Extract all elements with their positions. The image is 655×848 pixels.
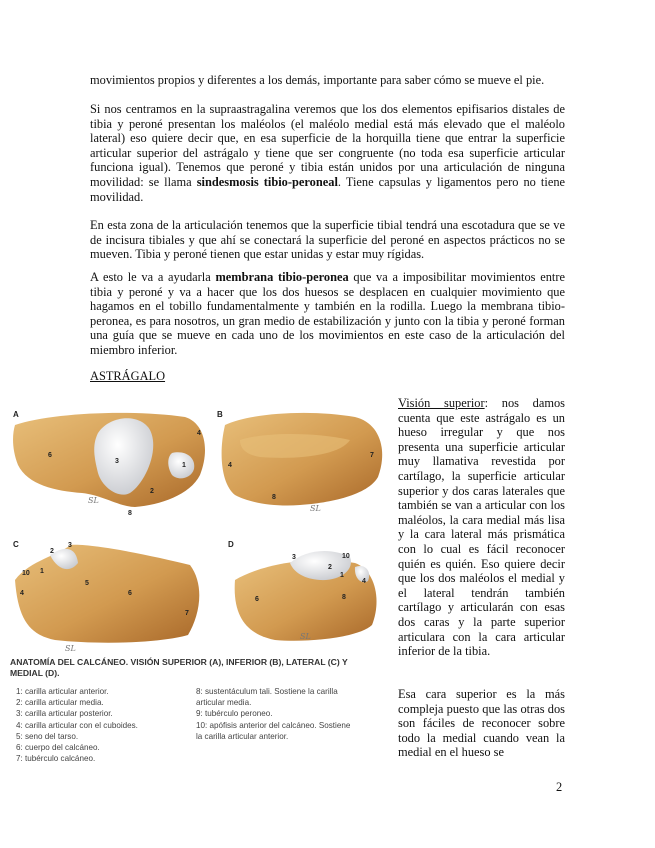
panel-c-num: 7 bbox=[185, 610, 189, 617]
panel-label-a: A bbox=[13, 410, 19, 419]
panel-label-d: D bbox=[228, 540, 234, 549]
figure-legend-right bbox=[196, 686, 381, 742]
side-paragraph-1-text: : nos damos cuenta que este astrágalo es un hueso irregular y que nos presenta una superficie articular muy llamativa revestida por cartílago, la superficie articular superior y dos caras laterales que también se van a articular con los maléolos, la cara medial más lisa y la cara lateral más prismática con lo cual es fácil reconocer quién es quién. Eso quiere decir que los dos maléolos el medial y el lateral tendrán también cartílago y articularán con esas dos caras y la parte superior articulara con la cara articular inferior de la tibia. bbox=[398, 396, 565, 659]
legend-item: 2: carilla articular media. bbox=[16, 698, 104, 708]
panel-d-num: 3 bbox=[292, 554, 296, 561]
side-heading-vision-superior: Visión superior bbox=[398, 396, 485, 410]
legend-item: 3: carilla articular posterior. bbox=[16, 709, 113, 719]
legend-item: 8: sustentáculum tali. Sostiene la carilla bbox=[196, 687, 338, 696]
legend-item: 5: seno del tarso. bbox=[16, 731, 79, 741]
panel-c-num: 2 bbox=[50, 548, 54, 555]
legend-item: 1: carilla articular anterior. bbox=[16, 687, 109, 696]
panel-b bbox=[217, 410, 382, 513]
panel-label-c: C bbox=[13, 540, 19, 549]
panel-d-num: 8 bbox=[342, 594, 346, 601]
panel-c-num: 5 bbox=[85, 580, 89, 587]
paragraph-4-text-a: A esto le va a ayudarla bbox=[90, 270, 216, 284]
panel-c-bone bbox=[15, 545, 199, 643]
paragraph-4 bbox=[90, 270, 565, 358]
legend-item: 7: tubérculo calcáneo. bbox=[16, 754, 96, 764]
panel-c-num: 3 bbox=[68, 542, 72, 549]
paragraph-2 bbox=[90, 102, 565, 204]
term-sindesmosis: sindesmosis tibio-peroneal bbox=[196, 174, 338, 189]
panel-a-signature: SL bbox=[88, 496, 99, 505]
figure-legend-left bbox=[16, 686, 186, 764]
panel-c-num: 10 bbox=[22, 570, 30, 577]
panel-d-num: 6 bbox=[255, 596, 259, 603]
panel-a-num: 8 bbox=[128, 510, 132, 517]
panel-b-num: 8 bbox=[272, 494, 276, 501]
paragraph-4-text-b: que va a imposibilitar movimientos entre tibia y peroné y va a hacer que los dos huesos se desplacen en cualquier movimiento que hagamos en el tobillo fundamentalmente y también en la rodilla. Luego la membrana tibio-peronea, es para nosotros, un gran medio de estabilización y junto con la tibia y peroné forman una guía que se mueve en cada uno de los movimientos en este caso de la articulación del miembro inferior. bbox=[90, 270, 565, 357]
legend-item: 4: carilla articular con el cuboides. bbox=[16, 720, 138, 730]
figure-caption-title: ANATOMÍA DEL CALCÁNEO. VISIÓN SUPERIOR (A), INFERIOR (B), LATERAL (C) Y MEDIAL (D). bbox=[10, 657, 348, 678]
panel-a-num: 2 bbox=[150, 488, 154, 495]
section-heading-astragalo: ASTRÁGALO bbox=[90, 369, 166, 383]
panel-d-num: 2 bbox=[328, 564, 332, 571]
paragraph-3: En esta zona de la articulación tenemos que la superficie tibial tendrá una escotadura que se ve de incisura tibiales y que ahí se conectará la superficie del peroné en aspectos prácticos no se mueven. Tibia y peroné tienen que estar unidas y estar muy rígidas. bbox=[90, 218, 565, 262]
paragraph-2-text-a: Si nos centramos en la supraastragalina veremos que los dos elementos epifisarios distales de tibia y peroné presentan los maléolos (el maléolo medial está más elevado que el maléolo lateral) eso quiere decir que, en esa superficie de la horquilla tiene que entrar la superficie articular superior del astrágalo y tiene que ser congruente (no toda esa superficie articular funciona igual). Tenemos que peroné y tibia están unidos por una articulación de ninguna movilidad: se llama bbox=[90, 102, 565, 189]
panel-c-num: 4 bbox=[20, 590, 24, 597]
panel-d-signature: SL bbox=[300, 632, 311, 641]
panel-b-num: 4 bbox=[228, 462, 232, 469]
panel-b-bone bbox=[222, 413, 383, 506]
panel-a bbox=[13, 410, 205, 517]
panel-b-num: 7 bbox=[370, 452, 374, 459]
legend-item: 9: tubérculo peroneo. bbox=[196, 709, 273, 719]
panel-d-num: 10 bbox=[342, 553, 350, 560]
panel-d-num: 1 bbox=[340, 572, 344, 579]
panel-c bbox=[13, 540, 199, 653]
panel-c-num: 6 bbox=[128, 590, 132, 597]
panel-a-num: 3 bbox=[115, 458, 119, 465]
legend-item: articular media. bbox=[196, 698, 252, 708]
page-number: 2 bbox=[556, 780, 563, 794]
panel-a-num: 1 bbox=[182, 462, 186, 469]
panel-label-b: B bbox=[217, 410, 223, 419]
legend-item: 10: apófisis anterior del calcáneo. Sostiene bbox=[196, 720, 351, 730]
panel-c-num: 1 bbox=[40, 568, 44, 575]
panel-b-signature: SL bbox=[310, 504, 321, 513]
side-paragraph-1 bbox=[398, 396, 565, 659]
paragraph-2-text-b: . Tiene capsulas y ligamentos pero no tiene movilidad. bbox=[90, 174, 566, 204]
term-membrana: membrana tibio-peronea bbox=[215, 270, 349, 284]
calcaneus-illustration bbox=[10, 395, 390, 655]
side-paragraph-2: Esa cara superior es la más compleja puesto que las otras dos son fáciles de reconocer sobre todo la medial cuando vean la medial en el hueso se bbox=[398, 687, 565, 760]
paragraph-1: movimientos propios y diferentes a los demás, importante para saber cómo se mueve el pie. bbox=[90, 73, 545, 87]
panel-d-num: 4 bbox=[362, 578, 366, 585]
panel-a-num: 4 bbox=[197, 430, 201, 437]
panel-d bbox=[228, 540, 377, 641]
panel-c-signature: SL bbox=[65, 644, 76, 653]
legend-item: la carilla articular anterior. bbox=[196, 731, 289, 741]
legend-item: 6: cuerpo del calcáneo. bbox=[16, 743, 100, 753]
panel-a-num: 6 bbox=[48, 452, 52, 459]
